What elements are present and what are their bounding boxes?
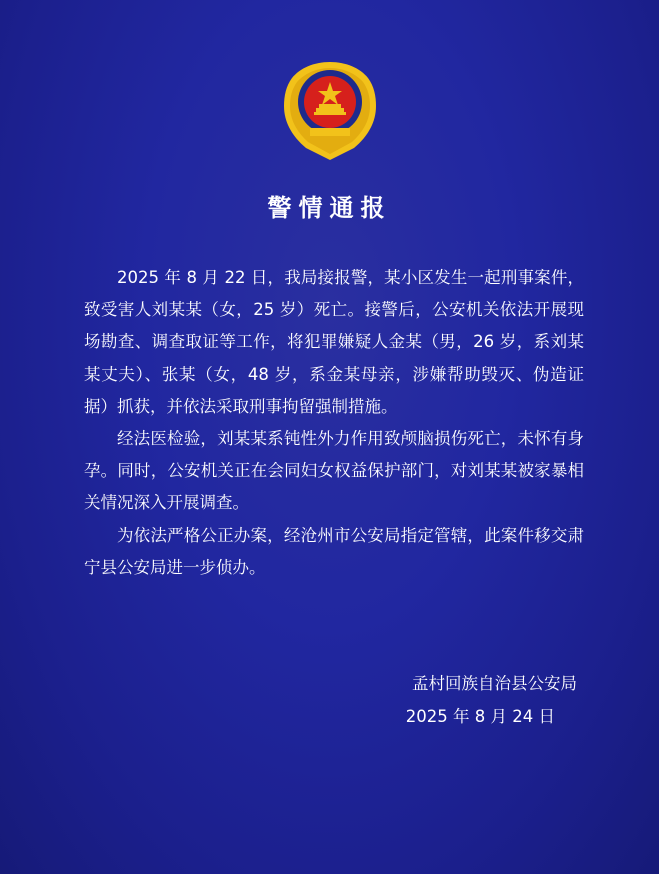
- notice-paragraph-1: 2025 年 8 月 22 日，我局接报警，某小区发生一起刑事案件，致受害人刘某某（女，25 岁）死亡。接警后，公安机关依法开展现场勘查、调查取证等工作，将犯罪嫌疑人金某（男，26 岁，系刘某某丈夫）、张某（女，48 岁，系金某母亲，涉嫌帮助毁灭、伪造证据）抓获，并依法采取刑事拘留强制措施。: [84, 268, 584, 416]
- notice-title: 警情通报: [267, 194, 392, 222]
- issue-date: 2025 年 8 月 24 日: [405, 707, 555, 726]
- police-emblem-icon: [276, 56, 384, 164]
- notice-body: [84, 262, 584, 584]
- notice-paragraph-3: 为依法严格公正办案，经沧州市公安局指定管辖，此案件移交肃宁县公安局进一步侦办。: [84, 525, 584, 577]
- notice-paragraph-2: 经法医检验，刘某某系钝性外力作用致颅脑损伤死亡，未怀有身孕。同时，公安机关正在会同妇女权益保护部门，对刘某某被家暴相关情况深入开展调查。: [84, 429, 584, 513]
- issuer-name: 孟村回族自治县公安局: [412, 674, 577, 693]
